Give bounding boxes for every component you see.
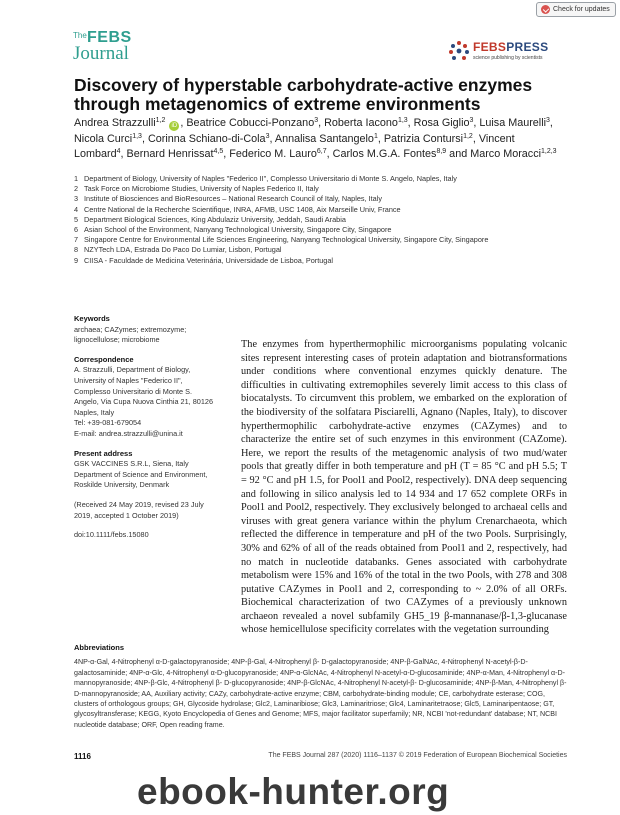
present-address-text: GSK VACCINES S.R.L, Siena, Italy Department of Science and Environment, Roskilde University, Denmark — [74, 459, 208, 490]
affiliation-text: Centre National de la Recherche Scientifique, INRA, AFMB, USC 1408, Aix Marseille Univ, France — [84, 204, 401, 214]
author-name: Andrea Strazzulli — [74, 117, 156, 129]
author-affiliation-marker: 1,3 — [397, 117, 408, 124]
affiliation-text: Task Force on Microbiome Studies, University of Naples Federico II, Italy — [84, 184, 319, 194]
author-affiliation-marker: 6,7 — [316, 148, 327, 155]
keywords-heading: Keywords — [74, 314, 110, 323]
received-dates: (Received 24 May 2019, revised 23 July 2019, accepted 1 October 2019) — [74, 499, 204, 520]
abbreviations-heading: Abbreviations — [74, 643, 125, 652]
author — [333, 148, 447, 160]
author — [470, 148, 556, 160]
author-name: Carlos M.G.A. Fontes — [332, 148, 437, 160]
author-name: Bernard Henrissat — [126, 148, 214, 160]
author — [414, 117, 474, 129]
affiliation-item — [74, 184, 564, 194]
logo-journal: Journal — [73, 43, 129, 64]
author-affiliation-marker: 4 — [116, 148, 121, 155]
author-affiliation-marker: 3 — [265, 132, 270, 140]
author-affiliation-marker: 1 — [373, 132, 378, 140]
affiliation-number: 2 — [74, 184, 79, 194]
affiliation-number: 7 — [74, 235, 79, 245]
author — [74, 117, 180, 129]
author — [384, 133, 473, 145]
author-name: Marco Moracci — [470, 148, 541, 160]
author-affiliation-marker: 3 — [546, 117, 550, 124]
journal-logo — [73, 30, 173, 64]
affiliation-item — [74, 245, 564, 255]
doi-link[interactable]: doi:10.1111/febs.15080 — [74, 530, 149, 540]
affiliation-number: 1 — [74, 174, 79, 183]
author — [127, 148, 224, 160]
affiliation-text: Asian School of the Environment, Nanyang Technological University, Singapore City, Singapore — [84, 225, 392, 235]
affiliation-number: 9 — [74, 255, 79, 265]
affiliation-item — [74, 205, 564, 215]
page-number: 1116 — [74, 752, 91, 761]
affiliation-list — [74, 174, 564, 266]
author-affiliation-marker: 1,2,3 — [541, 148, 557, 155]
article-title: Discovery of hyperstable carbohydrate-active enzymes through metagenomics of extreme environments — [74, 75, 533, 114]
febs-press-name: FEBSPRESS — [473, 40, 549, 54]
affiliation-item — [74, 174, 564, 184]
febs-press-dots-icon — [448, 40, 470, 62]
correspondence-text: A. Strazzulli, Department of Biology, University of Naples "Federico II", Complesso Universitario di Monte S. Angelo, Via Cupa Nuova Cinthia 21, 80126 Naples, Italy Tel: +39-081-679054 E-mail: andrea.strazzulli@unina.it — [74, 365, 214, 438]
affiliation-text: CIISA - Faculdade de Medicina Veterinária, Universidade de Lisboa, Portugal — [84, 255, 334, 265]
affiliation-item — [74, 194, 564, 204]
footer-citation: The FEBS Journal 287 (2020) 1116–1137 © 2019 Federation of European Biochemical Societies — [268, 752, 567, 759]
author-name: Patrizia Contursi — [383, 132, 464, 145]
affiliation-text: Institute of Biosciences and BioResources – National Research Council of Italy, Naples, Italy — [84, 194, 382, 204]
affiliation-number: 6 — [74, 225, 79, 235]
affiliation-item — [74, 225, 564, 235]
febs-press-logo — [448, 38, 568, 66]
author-affiliation-marker: 1,2 — [463, 132, 473, 140]
author-list: Andrea Strazzulli$^{1,2}$ iD , Beatrice Cobucci-Ponzano$^3$, Roberta Iacono$^{1,3}$, Rosa Giglio$^3$, Luisa Maurelli$^3$, Nicola Curci$^{1,3}$, Corinna Schiano-di-Cola$^3$, Annalisa Santangelo$^1$, Patrizia Contursi$^{1,2}$, Vincent Lombard$^4$, Bernard Henrissat$^{4,5}$, Federico M. Lauro$^{6,7}$, Carlos M.G.A. Fontes$^{8,9}$ and Marco Moracci$^{1,2,3}$ — [74, 117, 557, 160]
affiliation-number: 4 — [74, 204, 79, 214]
author-affiliation-marker: 8,9 — [436, 148, 447, 155]
author — [479, 117, 550, 129]
keywords-text: archaea; CAZymes; extremozyme; lignocellulose; microbiome — [74, 324, 187, 345]
author — [74, 133, 142, 145]
check-for-updates-button[interactable] — [536, 2, 616, 17]
affiliation-text: Department of Biology, University of Naples "Federico II", Complesso Universitario di Monte S. Angelo, Naples, Italy — [84, 174, 457, 183]
affiliation-item — [74, 215, 564, 225]
affiliation-text: Department Biological Sciences, King Abdulaziz University, Jeddah, Saudi Arabia — [84, 214, 346, 224]
author-affiliation-marker: 3 — [469, 117, 474, 124]
logo-the: The — [73, 31, 87, 40]
author-name: Beatrice Cobucci-Ponzano — [186, 117, 315, 129]
affiliation-number: 3 — [74, 194, 79, 204]
check-for-updates-label: Check for updates — [553, 6, 610, 13]
author-name: Corinna Schiano-di-Cola — [147, 132, 266, 145]
orcid-icon[interactable]: iD — [169, 121, 179, 131]
check-circle-icon — [541, 5, 550, 14]
author-name: Roberta Iacono — [324, 117, 398, 129]
author-affiliation-marker: 3 — [314, 117, 319, 124]
article-sidebar — [74, 314, 234, 550]
author-name: Vincent Lombard — [74, 132, 515, 160]
abstract-text: The enzymes from hyperthermophilic microorganisms populating volcanic sites represent interesting cases of protein adaptation and biotransformations under conditions where conventional enzymes quickly denature. The difficulties in cultivating extremophiles severely limit access to this class of biocatalysts. To circumvent this problem, we embarked on the exploration of the biodiversity of the solfatara Pisciarelli, Agnano (Naples, Italy), to discover hyperthermophilic carbohydrate-active enzymes (CAZymes) and to characterize the entire set of such enzymes in this environment (CAZome). Here, we report the results of the metagenomic analysis of two mud/water pools that greatly differ in both temperature and pH (T = 85 °C and pH 5.5; T = 92 °C and pH 1.5, for Pool1 and Pool2, respectively). DNA deep sequencing and following in silico analysis led to 14 934 and 17 652 complete ORFs in Pool1 and Pool2, respectively. They exclusively belonged to archaeal cells and viruses with great genera variance within the phylum Crenarchaeota, which reflected the difference in temperature and pH of the two Pools. Surprisingly, 30% and 62% of all of the reads obtained from Pool1 and 2, respectively, had no match in nucleotide databanks. Genes associated with carbohydrate metabolism were 15% and 16% of the total in the two Pools, with 278 and 308 putative CAZymes in Pool1 and 2, corresponding to ~ 2.0% of all ORFs. Biochemical characterization of two CAZymes of a previously unknown archaeon revealed a novel subfamily GH5_19 β-mannanase/β-1,3-glucanase whose hemicellulose specificity correlates with the vegetation surrounding — [241, 339, 567, 636]
author — [275, 133, 378, 145]
author-name: Luisa Maurelli — [479, 117, 547, 129]
affiliation-item — [74, 235, 564, 245]
author-name: Federico M. Lauro — [229, 148, 317, 160]
author-name: Nicola Curci — [74, 132, 133, 145]
author — [186, 117, 318, 129]
watermark: ebook-hunter.org — [137, 771, 450, 812]
abbreviations-text: 4NP-α-Gal, 4-Nitrophenyl α-D-galactopyranoside; 4NP-β-Gal, 4-Nitrophenyl β- D-galactopyranoside; 4NP-β-GalNAc, 4-Nitrophenyl N-acetyl-β-D-galactosaminide; 4NP-α-Glc, 4-Nitrophenyl α-D-glucopyranoside; 4NP-α-GlcNAc, 4-Nitrophenyl N-acetyl-α-D-glucosaminide; 4NP-α-Man, 4-Nitrophenyl α-D-mannopyranoside; 4NP-β-Glc, 4-Nitrophenyl β- D-glucopyranoside; 4NP-β-GlcNAc, 4-Nitrophenyl N-acetyl-β- D-glucosaminide; 4NP-β-Man, 4-Nitrophenyl β- D-mannopyranoside; AA, Auxiliary activity; CAZy, carbohydrate-active enzyme; CBM, carbohydrate-binding module; CE, carbohydrate esterase; COG, clusters of orthologous groups; GH, Glycoside hydrolase; Glc2, Laminaribiose; Glc3, Laminaritriose; Glc4, Laminaritetraose; Glc5, Laminaripentaose; GT, glycosyltransferase; KEGG, Kyoto Encyclopedia of Genes and Genome; MFS, major facilitator superfamily; NR, NCBI 'not-redundant' database; NT, NCBI nucleotide database; ORF, Open reading frame. — [74, 658, 567, 729]
logo-febs: FEBS — [87, 29, 132, 46]
author-affiliation-marker: 1,2 — [155, 117, 166, 124]
affiliation-number: 5 — [74, 214, 79, 224]
author-affiliation-marker: 4,5 — [213, 148, 224, 155]
abbreviations-section — [74, 643, 567, 730]
author — [324, 117, 408, 129]
author-affiliation-marker: 1,3 — [132, 132, 142, 140]
present-address-heading: Present address — [74, 448, 133, 458]
author — [229, 148, 326, 160]
author — [148, 133, 270, 145]
affiliation-item — [74, 256, 564, 266]
author-name: Rosa Giglio — [413, 117, 470, 129]
affiliation-text: Singapore Centre for Environmental Life Sciences Engineering, Nanyang Technological University, Singapore City, Singapore — [84, 235, 489, 245]
affiliation-number: 8 — [74, 245, 79, 255]
correspondence-heading: Correspondence — [74, 354, 134, 364]
author-name: Annalisa Santangelo — [274, 132, 374, 145]
affiliation-text: NZYTech LDA, Estrada Do Paco Do Lumiar, Lisbon, Portugal — [84, 245, 282, 255]
febs-press-tagline: science publishing by scientists — [473, 55, 543, 61]
